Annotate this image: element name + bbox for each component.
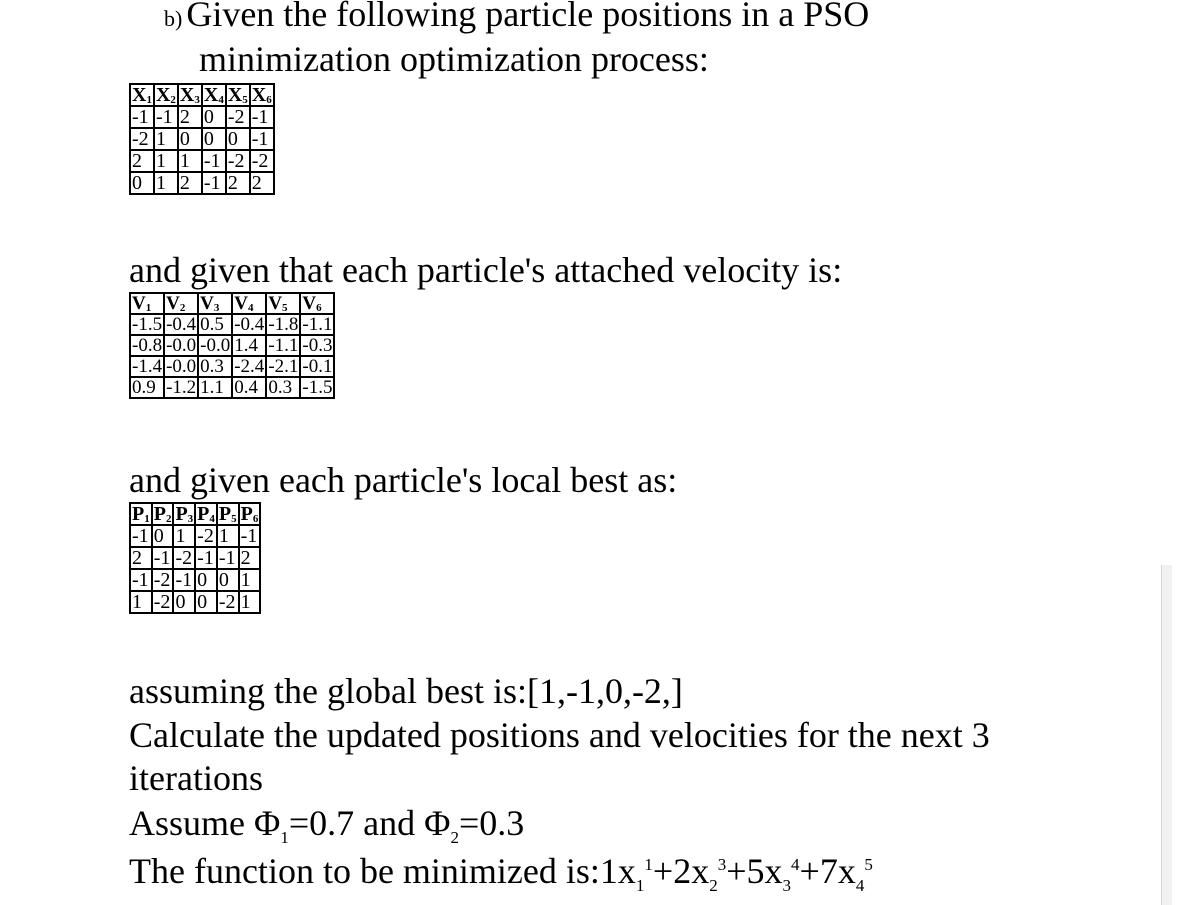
table-row — [130, 335, 334, 356]
table-header-row — [130, 84, 274, 106]
table-cell: -0.0 — [166, 356, 197, 377]
table-cell: -1 — [154, 106, 178, 128]
phi-assumption — [129, 803, 525, 848]
table-cell: 2 — [130, 150, 154, 172]
table-row — [130, 525, 260, 547]
table-cell: 1 — [239, 591, 261, 613]
table-cell: 0 — [195, 569, 217, 591]
table-row — [130, 547, 260, 569]
table-row — [130, 172, 274, 194]
table-cell: -1 — [130, 106, 154, 128]
table-cell: 0 — [178, 128, 202, 150]
column-header: $X_5$ — [227, 84, 248, 106]
table-row — [130, 569, 260, 591]
table-cell: 1 — [217, 525, 239, 547]
table-row — [130, 128, 274, 150]
question-label: b) — [164, 6, 183, 31]
table-cell: -1 — [202, 172, 226, 194]
local-best-table — [129, 502, 261, 614]
function-term-2: $+2x_2^3$ — [652, 851, 727, 896]
table-cell: 1 — [173, 525, 195, 547]
objective-function-prefix: The function to be minimized is: — [129, 851, 600, 891]
table-cell: 0.4 — [232, 377, 266, 398]
table-cell: -1 — [202, 150, 226, 172]
objective-function-terms — [599, 851, 873, 896]
table-cell: 1.4 — [232, 335, 266, 356]
function-term-3: $+5x_3^4$ — [726, 851, 800, 896]
phi1-subscript: 1 — [280, 828, 289, 848]
calculate-instruction-line-2: iterations — [129, 758, 263, 798]
table-header-row — [130, 503, 260, 525]
table-row — [130, 150, 274, 172]
column-header: $V_1$ — [130, 293, 164, 314]
column-header: $X_3$ — [179, 84, 200, 106]
phi2-symbol: Φ — [424, 803, 451, 843]
table-cell: -1 — [130, 569, 152, 591]
local-best-intro-text: and given each particle's local best as: — [129, 460, 678, 500]
table-header-row — [130, 293, 334, 314]
table-cell: -1 — [152, 547, 174, 569]
table-cell: -0.3 — [302, 335, 333, 356]
table-cell: 0.9 — [130, 377, 164, 398]
table-cell: 1 — [154, 172, 178, 194]
positions-table — [129, 83, 275, 195]
table-cell: 1 — [154, 150, 178, 172]
phi-assumption-prefix: Assume — [129, 803, 254, 843]
table-cell: -0.0 — [200, 335, 231, 356]
column-header: $P_5$ — [218, 503, 237, 525]
table-cell: 2 — [239, 547, 261, 569]
table-cell: 2 — [178, 172, 202, 194]
table-cell: -2.1 — [268, 356, 299, 377]
function-term-1: $1x_1^1$ — [599, 851, 653, 896]
velocity-intro-text: and given that each particle's attached velocity is: — [129, 250, 843, 290]
table-cell: 2 — [250, 172, 274, 194]
column-header: $P_2$ — [153, 503, 172, 525]
question-intro-text: Given the following particle positions in a PSO — [186, 0, 870, 34]
table-cell: -1.5 — [302, 377, 333, 398]
table-row — [130, 356, 334, 377]
table-cell: -1.4 — [132, 356, 163, 377]
table-row — [130, 314, 334, 335]
column-header: $P_6$ — [240, 503, 259, 525]
table-cell: 0.3 — [266, 377, 300, 398]
objective-function — [129, 851, 873, 896]
table-cell: -1 — [130, 525, 152, 547]
table-cell: 0 — [226, 128, 250, 150]
column-header: $V_4$ — [232, 293, 266, 314]
table-cell: -1.2 — [166, 377, 197, 398]
table-cell: 1 — [154, 128, 178, 150]
table-cell: -1 — [195, 547, 217, 569]
phi2-subscript: 2 — [450, 828, 459, 848]
table-cell: 0 — [173, 591, 195, 613]
column-header: $X_4$ — [203, 84, 224, 106]
table-cell: 0 — [130, 172, 154, 194]
table-cell: 0 — [202, 106, 226, 128]
phi1-value: =0.7 and — [288, 803, 425, 843]
column-header: $P_3$ — [175, 503, 194, 525]
table-cell: -0.0 — [166, 335, 197, 356]
global-best-text: assuming the global best is:[1,-1,0,-2,] — [129, 671, 683, 711]
column-header: $X_1$ — [132, 84, 152, 106]
table-cell: 2 — [178, 106, 202, 128]
column-header: $P_4$ — [197, 503, 215, 525]
table-cell: -0.1 — [302, 356, 333, 377]
function-term-4: $+7x_4^5$ — [799, 851, 873, 896]
table-row — [130, 106, 274, 128]
table-cell: 0 — [202, 128, 226, 150]
table-cell: -2 — [152, 569, 174, 591]
table-cell: -2 — [217, 591, 239, 613]
table-cell: -2 — [152, 591, 174, 613]
table-cell: -2 — [226, 150, 250, 172]
table-cell: -2 — [195, 525, 217, 547]
table-cell: 0 — [195, 591, 217, 613]
column-header: $X_6$ — [251, 84, 272, 106]
phi2-value: =0.3 — [458, 803, 525, 843]
table-cell: -2 — [173, 547, 195, 569]
table-cell: 1 — [178, 150, 202, 172]
table-cell: -2 — [250, 150, 274, 172]
phi1-symbol: Φ — [254, 803, 281, 843]
table-cell: 2 — [226, 172, 250, 194]
table-cell: -1 — [173, 569, 195, 591]
table-row — [130, 591, 260, 613]
column-header: $V_5$ — [266, 293, 300, 314]
table-cell: -1 — [250, 128, 274, 150]
calculate-instruction-line-1: Calculate the updated positions and velocities for the next 3 — [129, 715, 990, 755]
table-cell: 1 — [130, 591, 152, 613]
table-cell: -1.5 — [132, 314, 163, 335]
table-cell: 0.3 — [198, 356, 232, 377]
velocities-table — [129, 292, 335, 399]
table-cell: -0.4 — [166, 314, 197, 335]
column-header: $V_2$ — [164, 293, 198, 314]
table-cell: 1 — [239, 569, 261, 591]
table-cell: -1.1 — [302, 314, 333, 335]
table-cell: 0 — [152, 525, 174, 547]
table-cell: 1.1 — [198, 377, 232, 398]
column-header: $X_2$ — [155, 84, 176, 106]
table-cell: -1 — [239, 525, 261, 547]
question-heading — [164, 0, 869, 32]
table-row — [130, 377, 334, 398]
question-intro-continued: minimization optimization process: — [199, 39, 709, 79]
table-cell: -2 — [130, 128, 154, 150]
column-header: $V_6$ — [300, 293, 334, 314]
table-cell: -2 — [226, 106, 250, 128]
table-cell: -0.4 — [234, 314, 265, 335]
table-cell: -1 — [217, 547, 239, 569]
table-cell: -1 — [250, 106, 274, 128]
vertical-scrollbar[interactable] — [1161, 565, 1172, 905]
table-cell: -2.4 — [234, 356, 265, 377]
column-header: $V_3$ — [198, 293, 232, 314]
table-cell: -1.8 — [268, 314, 299, 335]
table-cell: -1.1 — [268, 335, 299, 356]
table-cell: 2 — [130, 547, 152, 569]
table-cell: 0.5 — [198, 314, 232, 335]
table-cell: 0 — [217, 569, 239, 591]
table-cell: -0.8 — [132, 335, 163, 356]
column-header: $P_1$ — [132, 503, 150, 525]
